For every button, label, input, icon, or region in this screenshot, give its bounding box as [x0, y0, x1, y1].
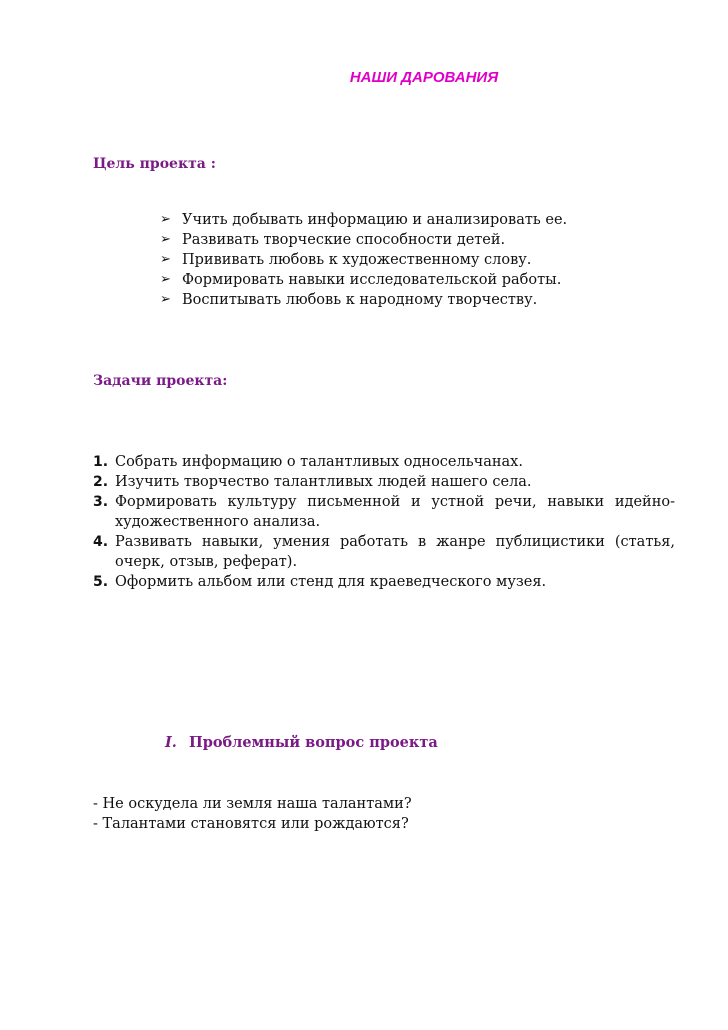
- problem-questions: [93, 794, 412, 834]
- tasks-heading: Задачи проекта:: [93, 373, 228, 389]
- task-text: Оформить альбом или стенд для краеведческого музея.: [115, 574, 547, 590]
- problem-numeral: I.: [165, 734, 177, 751]
- list-item: [160, 250, 567, 270]
- goal-heading: Цель проекта :: [93, 156, 216, 172]
- task-text: Собрать информацию о талантливых односельчанах.: [115, 454, 523, 470]
- list-item: [160, 230, 567, 250]
- task-number: 2.: [93, 474, 109, 490]
- list-item: [160, 290, 567, 310]
- goal-item-text: Учить добывать информацию и анализировать ее.: [182, 212, 568, 228]
- task-number: 3.: [93, 494, 109, 510]
- problem-heading-text: Проблемный вопрос проекта: [189, 734, 438, 751]
- question-line: - Не оскудела ли земля наша талантами?: [93, 796, 412, 812]
- task-number: 4.: [93, 534, 109, 550]
- list-item: [93, 452, 675, 472]
- goal-item-text: Формировать навыки исследовательской работы.: [182, 272, 562, 288]
- goal-list: [160, 210, 567, 310]
- task-text: Развивать навыки, умения работать в жанре публицистики (статья, очерк, отзыв, реферат).: [115, 534, 675, 570]
- list-item: [93, 492, 675, 532]
- question-line: - Талантами становятся или рождаются?: [93, 816, 409, 832]
- list-item: [93, 472, 675, 492]
- list-item: [160, 210, 567, 230]
- list-item: [93, 532, 675, 572]
- task-list: [93, 452, 675, 592]
- task-text: Формировать культуру письменной и устной речи, навыки идейно- художественного анализа.: [115, 494, 675, 530]
- arrow-bullet-icon: ➢: [160, 212, 171, 227]
- task-number: 1.: [93, 454, 109, 470]
- arrow-bullet-icon: ➢: [160, 272, 171, 287]
- arrow-bullet-icon: ➢: [160, 232, 171, 247]
- problem-heading: [165, 734, 438, 751]
- list-item: [93, 572, 675, 592]
- task-number: 5.: [93, 574, 109, 590]
- list-item: [160, 270, 567, 290]
- task-text: Изучить творчество талантливых людей нашего села.: [115, 474, 532, 490]
- page-title: НАШИ ДАРОВАНИЯ: [349, 69, 499, 86]
- arrow-bullet-icon: ➢: [160, 252, 171, 267]
- goal-item-text: Развивать творческие способности детей.: [182, 232, 506, 248]
- goal-item-text: Воспитывать любовь к народному творчеству.: [182, 292, 538, 308]
- goal-item-text: Прививать любовь к художественному слову.: [182, 252, 532, 268]
- arrow-bullet-icon: ➢: [160, 292, 171, 307]
